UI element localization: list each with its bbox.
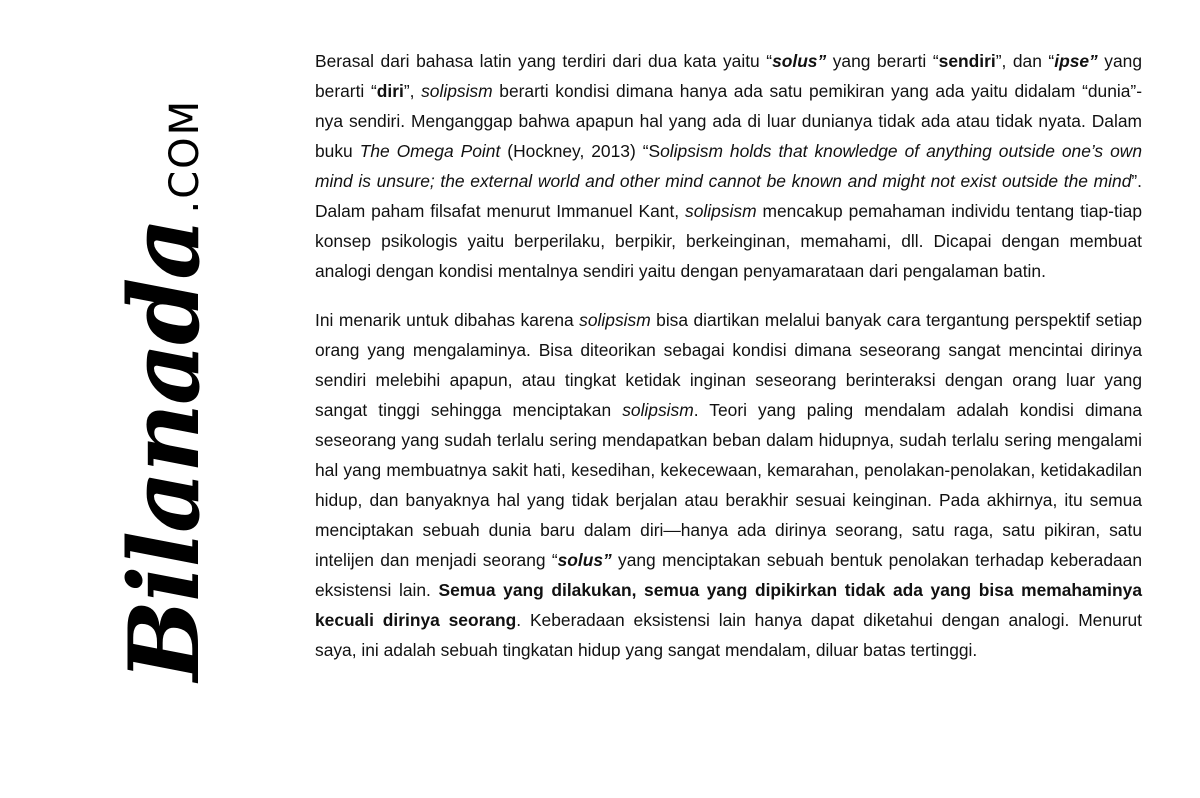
p2-text: . Keberadaan eksistensi lain hanya dapat diketahui dengan analogi. Menurut saya, ini adalah sebuah tingkatan hidup yang sangat mendalam, diluar batas tertinggi. bbox=[315, 610, 1142, 660]
p1-term-sendiri: sendiri bbox=[938, 51, 996, 71]
p1-quote: olipsism holds that knowledge of anything outside one’s own mind is unsure; the external world and other mind cannot be known and might not exist outside the mind bbox=[315, 141, 1143, 191]
p1-text: ”, dan “ bbox=[995, 51, 1055, 71]
p1-text: mencakup pemahaman individu tentang tiap-tiap konsep psikologis yaitu berperilaku, berpikir, berkeinginan, memahami, dll. Dicapai dengan membuat analogi dengan kondisi mentalnya sendiri yaitu dengan penyamarataan dari pengalaman batin. bbox=[315, 201, 1143, 281]
p1-term-diri: diri bbox=[376, 81, 404, 101]
p2-emphasis: Semua yang dilakukan, semua yang dipikirkan tidak ada yang bisa memahaminya kecuali dirinya seorang bbox=[315, 580, 1142, 630]
p1-book-title: The Omega Point bbox=[359, 141, 501, 161]
p1-term-solipsism: solipsism bbox=[421, 81, 493, 101]
p2-text: yang menciptakan sebuah bentuk penolakan terhadap keberadaan eksistensi lain. bbox=[315, 550, 1143, 600]
p1-term-ipse: ipse” bbox=[1054, 51, 1098, 71]
p2-term-solipsism: solipsism bbox=[579, 310, 651, 330]
paragraph-1 bbox=[315, 46, 1142, 286]
p1-text: (Hockney, 2013) “S bbox=[500, 141, 661, 161]
p1-text: berarti kondisi dimana hanya ada satu pemikiran yang ada yaitu didalam “dunia”-nya sendiri. Menganggap bahwa apapun hal yang ada di luar dunianya tidak ada atau tidak nyata. Dalam buku bbox=[315, 81, 1142, 161]
p2-text: bisa diartikan melalui banyak cara tergantung perspektif setiap orang yang mengalaminya. Bisa diteorikan sebagai kondisi dimana seseorang sangat mencintai dirinya sendiri melebihi apapun, atau tingkat ketidak inginan seseorang berinteraksi dengan orang luar yang sangat tinggi sehingga menciptakan bbox=[315, 310, 1142, 420]
p1-text: ”, bbox=[403, 81, 422, 101]
p1-text: ”. Dalam paham filsafat menurut Immanuel Kant, bbox=[315, 171, 1142, 221]
p1-text: Berasal dari bahasa latin yang terdiri dari dua kata yaitu “ bbox=[315, 51, 773, 71]
paragraph-2 bbox=[315, 305, 1142, 665]
p2-term-solipsism: solipsism bbox=[622, 400, 694, 420]
site-logo[interactable] bbox=[70, 98, 260, 682]
p1-term-solus: solus” bbox=[772, 51, 827, 71]
p1-text: yang berarti “ bbox=[826, 51, 939, 71]
p1-term-solipsism: solipsism bbox=[685, 201, 757, 221]
logo-name: Bilanada bbox=[108, 219, 221, 682]
logo-wordmark bbox=[108, 98, 221, 682]
article-body bbox=[315, 46, 1142, 665]
p2-term-solus: solus” bbox=[557, 550, 612, 570]
logo-tld: .COM bbox=[162, 98, 208, 214]
p1-text: yang berarti “ bbox=[315, 51, 1142, 101]
p2-text: . Teori yang paling mendalam adalah kondisi dimana seseorang yang sudah terlalu sering mendapatkan beban dalam hidupnya, sudah terlalu sering mengalami hal yang membuatnya sakit hati, kesedihan, kekecewaan, kemarahan, penolakan-penolakan, ketidakadilan hidup, dan banyaknya hal yang tidak berjalan atau berakhir sesuai keinginan. Pada akhirnya, itu semua menciptakan sebuah dunia baru dalam diri—hanya ada dirinya seorang, satu raga, satu pikiran, satu intelijen dan menjadi seorang “ bbox=[315, 400, 1143, 570]
p2-text: Ini menarik untuk dibahas karena bbox=[315, 310, 580, 330]
